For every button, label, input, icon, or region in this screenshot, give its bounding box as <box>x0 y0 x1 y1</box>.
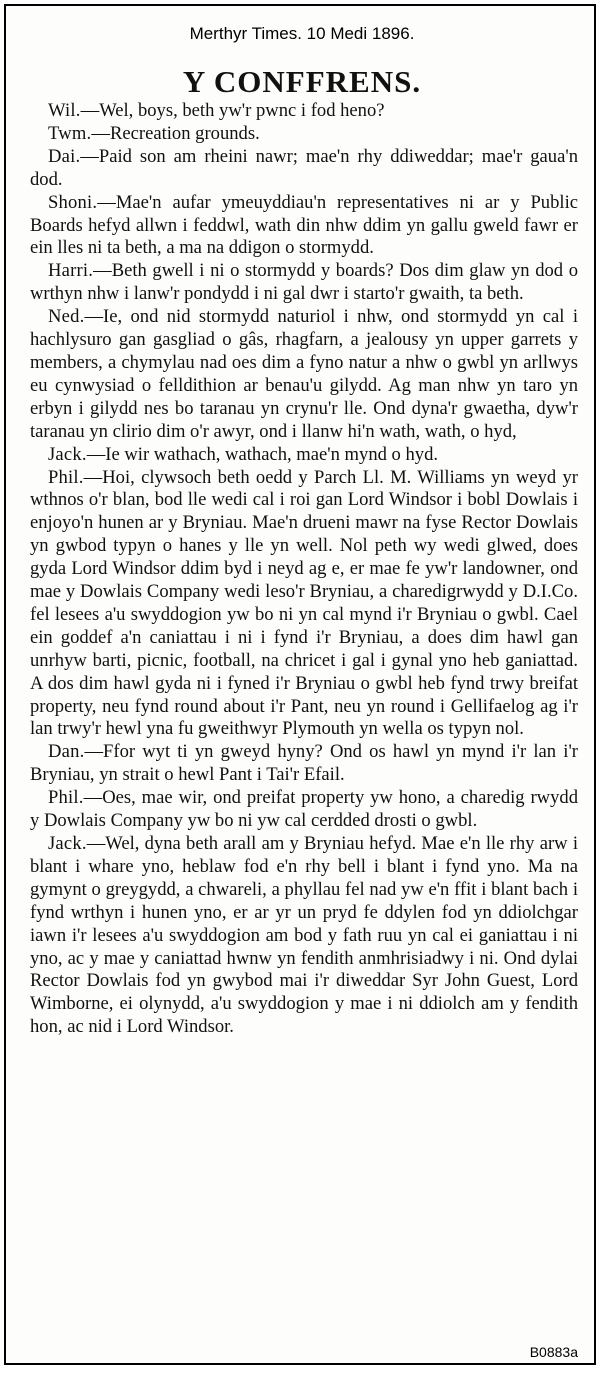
dialogue-text: —Oes, mae wir, ond preifat property yw hono, a charedig rwydd y Dowlais Company yw bo ni yw cal cerdded drosti o gwbl. <box>30 787 578 832</box>
speaker-name: Phil. <box>48 466 84 488</box>
dialogue-text: —Wel, dyna beth arall am y Bryniau hefyd. Mae e'n lle rhy arw i blant i whare yno, heblaw fod e'n rhy bell i blant i fynd yno. Ma na gymynt o greygydd, a chwareli, a phyllau fel nad yw e'n ffit i blant bach i fynd wrthyn i hunen yno, er ar yr un pryd fe ddylen fod yn ddiolchgar iawn i'r lesees a'u swyddogion am bod y fath ruu yn cal ei ganiattau i ni yno, ac y mae y caniattad hwnw yn fendith anmhrisiadwy i ni. Ond dylai Rector Dowlais fod yn gwybod mai i'r diweddar Syr John Guest, Lord Wimborne, ei olynydd, a'u swyddogion y mae i ni ddiolch am y fendith hon, ac nid i Lord Windsor. <box>30 833 578 1038</box>
dialogue-line <box>30 741 578 787</box>
article-headline: Y CONFFRENS. <box>182 64 422 99</box>
dialogue-line <box>30 787 578 833</box>
dialogue-line <box>30 306 578 443</box>
dialogue-text: —Ie, ond nid stormydd naturiol i nhw, ond stormydd yn cal i hachlysuro gan gasgliad o gâs, rhagfarn, a jealousy yn upper garrets y members, a chymylau nad oes dim a fyno natur a nhw o gwbl yn arllwys eu cynwysiad o felldithion ar benau'u gilydd. Ag man nhw yn taro yn erbyn i gilydd nes bo taranau yn crynu'r lle. Ond dyna'r gwaetha, dyw'r taranau yn clirio dim o'r awyr, ond i llanw hi'n wath, wath, o hyd, <box>30 306 578 442</box>
speaker-name: Shoni. <box>48 191 98 213</box>
catalog-number: B0883a <box>529 1344 578 1360</box>
dialogue-line <box>30 467 578 742</box>
dialogue-text: —Ie wir wathach, wathach, mae'n mynd o hyd. <box>86 443 439 465</box>
speaker-name: Jack. <box>48 443 87 465</box>
speaker-name: Ned. <box>48 306 85 328</box>
speaker-name: Twm. <box>48 122 92 144</box>
dialogue-text: —Ffor wyt ti yn gweyd hyny? Ond os hawl yn mynd i'r lan i'r Bryniau, yn strait o hewl Pant i Tai'r Efail. <box>30 741 578 786</box>
dialogue-text: —Hoi, clywsoch beth oedd y Parch Ll. M. Williams yn weyd yr wthnos o'r blan, bod lle wedi cal i roi gan Lord Windsor i bobl Dowlais i enjoyo'n hunen ar y Bryniau. Mae'n drueni mawr na fyse Rector Dowlais yn gwbod typyn o hanes y lle yn well. Nol peth wy wedi glwed, does gyda Lord Windsor ddim byd i neyd ag e, er mae fe yw'r landowner, ond mae y Dowlais Company wedi leso'r Bryniau, a charedigrwydd y D.I.Co. fel lesees a'u swyddogion yw bo ni yn cal mynd i'r Bryniau o gwbl. Cael ein goddef a'n caniattau i ni i fynd i'r Bryniau, a does dim hawl gan unrhyw barti, picnic, football, na chricet i gal i gynal yno heb ganiattad. A dos dim hawl gyda ni i fyned i'r Bryniau o gwbl heb fynd trwy breifat property, neu fynd round about i'r Pant, neu yn round i Gellifaelog ag i'r lan trwy'r hewl yna fu gweithwyr Plymouth yn wella os typyn nol. <box>30 466 578 740</box>
dialogue-line <box>30 123 578 146</box>
dialogue-text: —Mae'n aufar ymeuyddiau'n representatives ni ar y Public Boards hefyd allwn i feddwl, wath din nhw ddim yn gallu gweld fawr er ein lles ni ta beth, a ma na ddigon o stormydd. <box>30 191 578 259</box>
speaker-name: Dan. <box>48 741 85 763</box>
dialogue-text: —Wel, boys, beth yw'r pwnc i fod heno? <box>80 100 385 121</box>
speaker-name: Phil. <box>48 787 84 809</box>
article-body <box>30 100 578 1039</box>
dialogue-line <box>30 146 578 192</box>
dialogue-text: —Recreation grounds. <box>91 122 260 144</box>
dialogue-line <box>30 833 578 1039</box>
speaker-name: Harri. <box>48 260 94 282</box>
dialogue-text: —Beth gwell i ni o stormydd y boards? Dos dim glaw yn dod o wrthyn nhw i lanw'r pondydd i ni gal dwr i starto'r gwaith, ta beth. <box>30 260 578 305</box>
dialogue-line <box>30 444 578 467</box>
speaker-name: Dai. <box>48 145 81 167</box>
speaker-name: Jack. <box>48 833 87 854</box>
source-caption: Merthyr Times. 10 Medi 1896. <box>189 24 415 43</box>
dialogue-text: —Paid son am rheini nawr; mae'n rhy ddiweddar; mae'r gaua'n dod. <box>30 145 578 190</box>
dialogue-line <box>30 260 578 306</box>
speaker-name: Wil. <box>48 100 81 121</box>
dialogue-line <box>30 100 578 123</box>
dialogue-line <box>30 192 578 261</box>
